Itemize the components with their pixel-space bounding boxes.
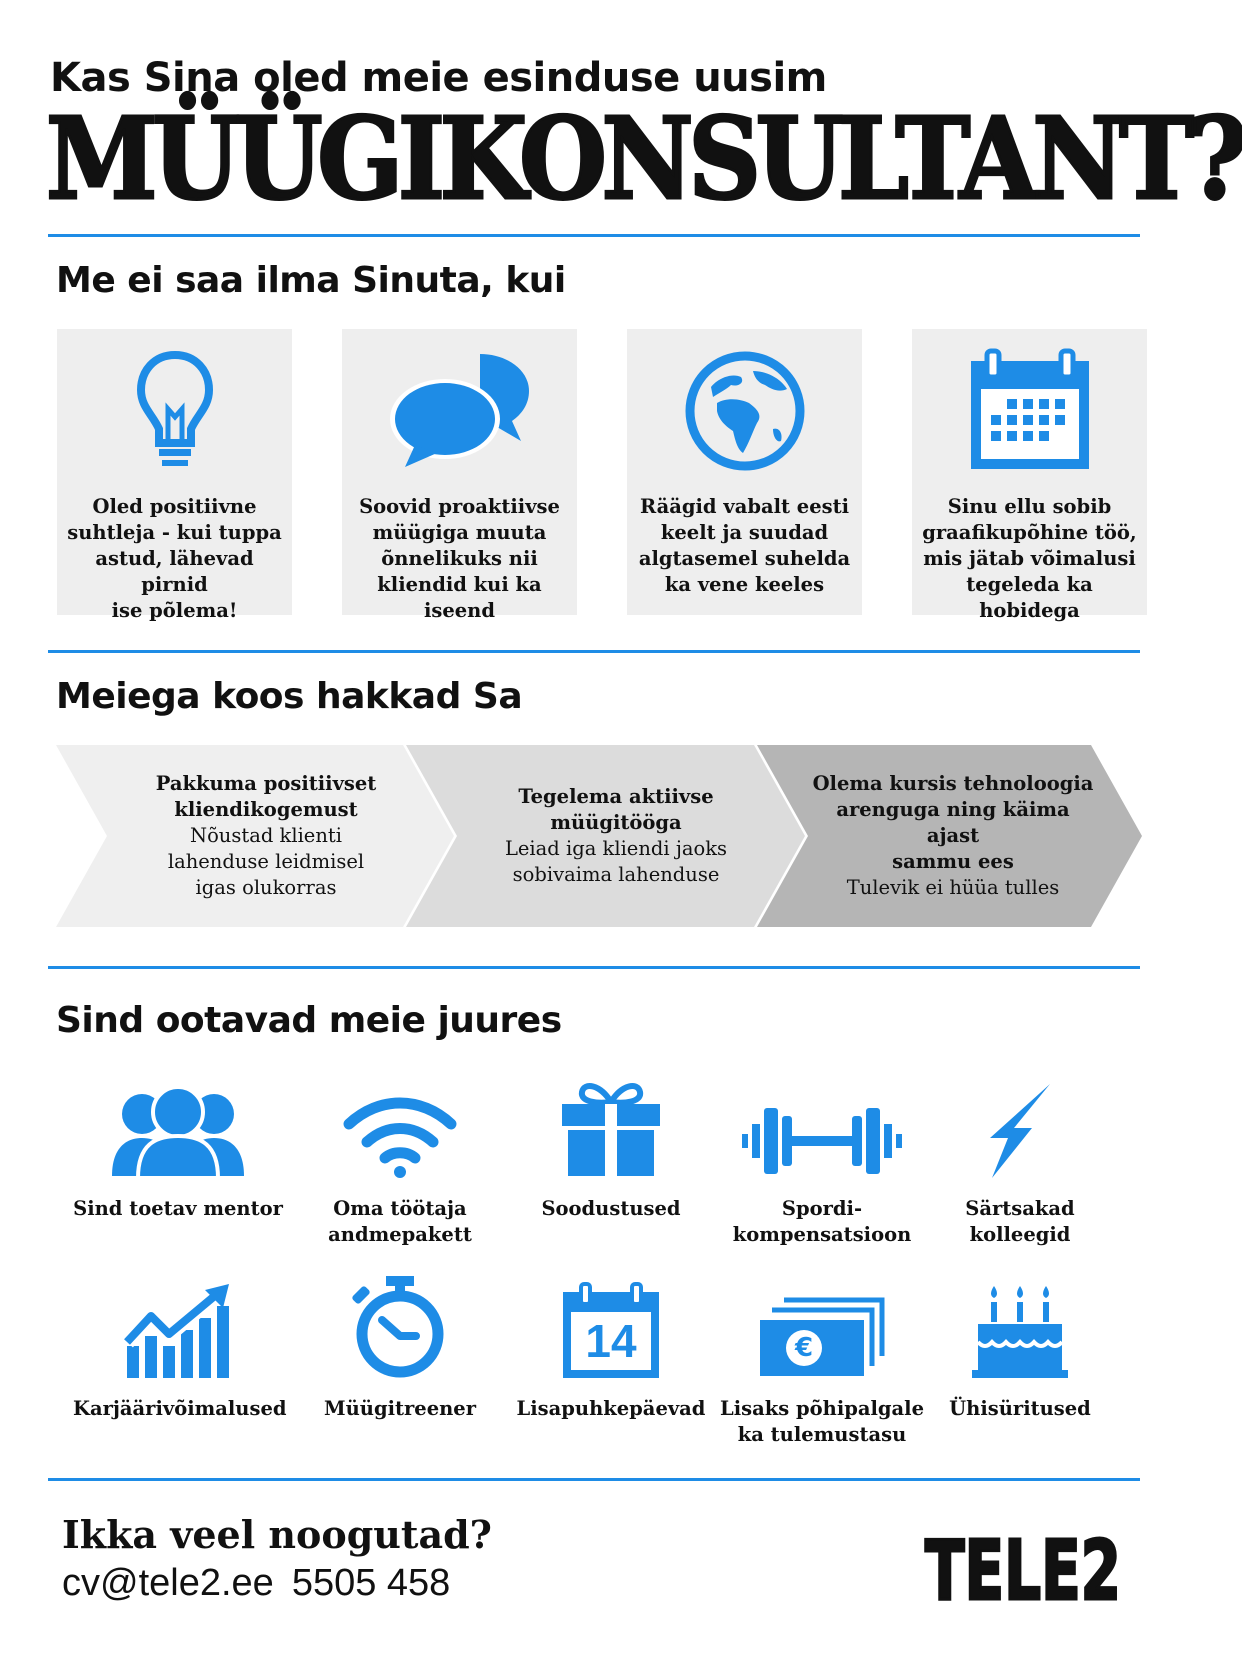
step-desc-line: Leiad iga kliendi jaoks [504,837,728,860]
contact-line [62,1562,450,1605]
benefit-label: ka tulemustasu [737,1423,907,1446]
benefit-label: Ühisüritused [949,1397,1091,1420]
benefit-item [295,1268,505,1422]
footer-question: Ikka veel noogutad? [62,1512,492,1557]
requirement-card [342,329,577,622]
step-title-line: sammu ees [892,850,1014,873]
benefit-item [506,1268,716,1422]
lightbulb-icon [57,349,292,479]
euro-symbol: € [794,1333,814,1363]
step-desc-line: Nõustad klienti [190,824,342,847]
benefit-label: Lisapuhkepäevad [516,1397,706,1420]
step-title-line: Tegelema aktiivse [518,785,714,808]
requirement-card [912,329,1147,622]
step-desc-line: sobivaima lahenduse [512,863,720,886]
benefit-label: Spordi- [781,1197,863,1220]
contact-phone[interactable]: 5505 458 [291,1562,451,1604]
card-line: Sinu ellu sobib [947,495,1112,518]
gift-icon [506,1068,716,1178]
benefit-label: Oma töötaja [333,1197,467,1220]
benefit-label: Müügitreener [324,1397,476,1420]
step-text [116,745,416,927]
divider [48,966,1140,969]
card-line: astud, lähevad pirnid [95,547,254,596]
dumbbell-icon [717,1068,927,1178]
benefit-item [73,1068,283,1222]
benefit-label: Lisaks põhipalgale [720,1397,924,1420]
step-desc-line: Tulevik ei hüüa tulles [846,876,1060,899]
benefits-heading: Sind ootavad meie juures [56,1000,562,1041]
benefit-item [73,1268,287,1422]
requirements-heading: Me ei saa ilma Sinuta, kui [56,260,566,301]
euro-banknotes-icon [717,1268,927,1378]
svg-text:TELE2: TELE2 [925,1524,1121,1619]
step-title-line: Pakkuma positiivset [155,772,377,795]
benefit-label: kompensatsioon [732,1223,912,1246]
card-line: graafikupõhine töö, [922,521,1137,544]
step-desc-line: igas olukorras [195,876,337,899]
card-line: Räägid vabalt eesti [639,495,850,518]
benefit-item [295,1068,505,1248]
benefit-label: Karjäärivõimalused [73,1397,287,1420]
requirement-card [57,329,292,622]
steps-chevron-row [56,745,1142,927]
step-text [808,745,1098,927]
benefit-item [915,1068,1125,1248]
benefit-label: Särtsakad kolleegid [965,1197,1075,1246]
card-line: mis jätab võimalusi [923,547,1136,570]
card-line: algtasemel suhelda [638,547,851,570]
calendar-number: 14 [585,1315,637,1367]
step-title-line: müügitööga [550,811,682,834]
card-line: ka vene keeles [664,573,825,596]
benefit-label: Soodustused [541,1197,681,1220]
benefit-item [506,1068,716,1222]
card-line: Oled positiivne [92,495,257,518]
step-text [466,745,766,927]
benefit-item [717,1068,927,1248]
benefit-label: andmepakett [328,1223,472,1246]
step-title-line: kliendikogemust [174,798,358,821]
card-line: keelt ja suudad [660,521,829,544]
wifi-icon [295,1068,505,1178]
card-line: Soovid proaktiivse [359,495,560,518]
stopwatch-icon [295,1268,505,1378]
step-desc-line: lahenduse leidmisel [167,850,365,873]
divider [48,650,1140,653]
card-line: suhtleja - kui tuppa [67,521,282,544]
card-line: kliendid kui ka iseend [377,573,542,622]
divider [48,1478,1140,1481]
tasks-heading: Meiega koos hakkad Sa [56,676,523,717]
benefit-item [717,1268,927,1448]
benefit-item [915,1268,1125,1422]
step-title-line: Olema kursis tehnoloogia [812,772,1094,795]
people-icon [73,1068,283,1178]
contact-email[interactable]: cv@tele2.ee [62,1562,274,1604]
divider [48,234,1140,237]
chat-bubbles-icon [342,349,577,479]
calendar-14-icon [506,1268,716,1378]
requirement-card [627,329,862,615]
card-line: ise põlema! [111,599,238,622]
card-line: õnnelikuks nii [381,547,538,570]
step-title-line: arenguga ning käima ajast [836,798,1070,847]
calendar-icon [912,349,1147,479]
growth-chart-icon [73,1268,283,1378]
lightning-icon [915,1068,1125,1178]
page-subtitle: Kas Sina oled meie esinduse uusim [50,55,827,101]
tele2-logo [925,1524,1125,1619]
card-line: tegeleda ka hobidega [966,573,1093,622]
birthday-cake-icon [915,1268,1125,1378]
page-title: MÜÜGIKONSULTANT? [46,94,1242,225]
card-line: müügiga muuta [372,521,547,544]
globe-icon [627,349,862,479]
benefit-label: Sind toetav mentor [73,1197,283,1220]
